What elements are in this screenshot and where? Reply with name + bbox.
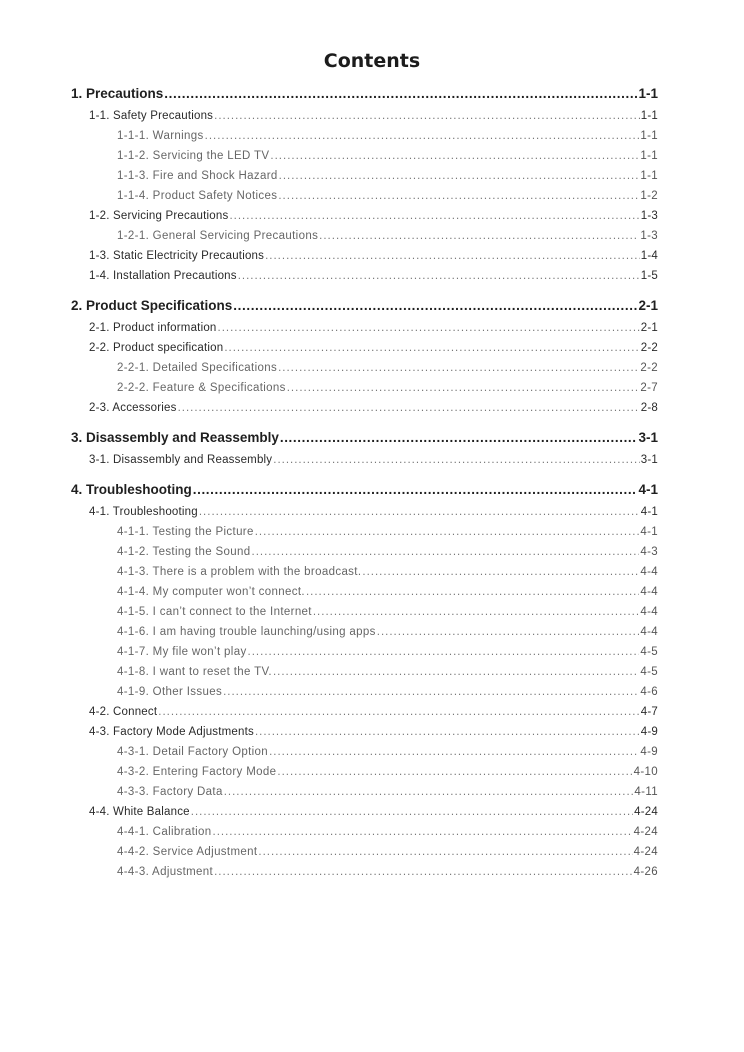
toc-entry-label: 4-1-8. I want to reset the TV. [117, 666, 272, 678]
toc-entry-label: 1-4. Installation Precautions [89, 270, 237, 282]
toc-entry-label: 1-1-2. Servicing the LED TV [117, 150, 270, 162]
toc-subsection-entry[interactable] [117, 586, 658, 606]
dot-leader [199, 506, 640, 518]
dot-leader [252, 546, 640, 558]
toc-entry-page-number: 4-9 [640, 746, 658, 758]
toc-entry-label: 2. Product Specifications [71, 298, 233, 313]
toc-entry-label: 4-2. Connect [89, 706, 158, 718]
toc-section-entry[interactable] [89, 402, 658, 422]
toc-entry-page-number: 4-24 [633, 846, 658, 858]
toc-entry-label: 2-2-2. Feature & Specifications [117, 382, 286, 394]
dot-leader [362, 566, 639, 578]
toc-entry-page-number: 4-1 [640, 526, 658, 538]
toc-entry-label: 4-3. Factory Mode Adjustments [89, 726, 254, 738]
toc-section-entry[interactable] [89, 110, 658, 130]
toc-entry-page-number: 4-4 [640, 566, 658, 578]
dot-leader [223, 686, 639, 698]
toc-subsection-entry[interactable] [117, 846, 658, 866]
dot-leader [270, 150, 639, 162]
toc-entry-page-number: 4-24 [634, 806, 658, 818]
toc-entry-page-number: 3-1 [640, 454, 658, 466]
toc-chapter-entry[interactable] [71, 430, 658, 450]
toc-entry-label: 4-4-2. Service Adjustment [117, 846, 258, 858]
dot-leader [238, 270, 640, 282]
toc-entry-page-number: 4-11 [634, 786, 658, 798]
toc-section-entry[interactable] [89, 322, 658, 342]
toc-section-entry[interactable] [89, 706, 658, 726]
toc-entry-page-number: 4-3 [640, 546, 658, 558]
dot-leader [287, 382, 640, 394]
toc-entry-label: 1-1-4. Product Safety Notices [117, 190, 278, 202]
toc-section-entry[interactable] [89, 454, 658, 474]
toc-section-entry[interactable] [89, 806, 658, 826]
dot-leader [214, 110, 640, 122]
dot-leader [255, 726, 640, 738]
toc-entry-label: 4-4. White Balance [89, 806, 190, 818]
toc-entry-label: 1-1. Safety Precautions [89, 110, 214, 122]
dot-leader [313, 606, 639, 618]
dot-leader [191, 806, 633, 818]
toc-entry-page-number: 4-4 [640, 606, 658, 618]
toc-entry-label: 4-1-1. Testing the Picture [117, 526, 254, 538]
toc-section-entry[interactable] [89, 342, 658, 362]
toc-subsection-entry[interactable] [117, 130, 658, 150]
toc-subsection-entry[interactable] [117, 230, 658, 250]
dot-leader [158, 706, 640, 718]
dot-leader [279, 170, 640, 182]
toc-section-entry[interactable] [89, 270, 658, 290]
dot-leader [269, 746, 639, 758]
toc-subsection-entry[interactable] [117, 786, 658, 806]
toc-entry-page-number: 4-4 [640, 626, 658, 638]
dot-leader [265, 250, 640, 262]
toc-entry-page-number: 3-1 [638, 430, 658, 445]
dot-leader [229, 210, 639, 222]
toc-subsection-entry[interactable] [117, 606, 658, 626]
toc-entry-page-number: 2-1 [640, 322, 658, 334]
toc-subsection-entry[interactable] [117, 190, 658, 210]
toc-entry-page-number: 4-10 [633, 766, 658, 778]
dot-leader [258, 846, 632, 858]
toc-subsection-entry[interactable] [117, 686, 658, 706]
toc-entry-page-number: 2-2 [640, 342, 658, 354]
toc-entry-page-number: 1-1 [640, 150, 658, 162]
dot-leader [178, 402, 640, 414]
toc-section-entry[interactable] [89, 250, 658, 270]
toc-chapter-entry[interactable] [71, 86, 658, 106]
dot-leader [280, 430, 638, 445]
toc-subsection-entry[interactable] [117, 566, 658, 586]
toc-entry-label: 4-1-9. Other Issues [117, 686, 223, 698]
toc-entry-page-number: 4-9 [640, 726, 658, 738]
dot-leader [273, 454, 640, 466]
toc-entry-page-number: 1-3 [640, 230, 658, 242]
toc-entry-label: 4-1. Troubleshooting [89, 506, 198, 518]
dot-leader [233, 298, 637, 313]
dot-leader [205, 130, 640, 142]
toc-entry-label: 3. Disassembly and Reassembly [71, 430, 279, 445]
toc-chapter-entry[interactable] [71, 482, 658, 502]
toc-entry-page-number: 1-1 [640, 170, 658, 182]
toc-entry-page-number: 1-2 [640, 190, 658, 202]
toc-entry-label: 2-3. Accessories [89, 402, 177, 414]
toc-entry-page-number: 1-3 [640, 210, 658, 222]
toc-entry-label: 4-1-7. My file won’t play [117, 646, 247, 658]
toc-entry-label: 4-1-3. There is a problem with the broadcast. [117, 566, 362, 578]
toc-entry-page-number: 4-7 [640, 706, 658, 718]
toc-entry-label: 1-1-1. Warnings [117, 130, 204, 142]
toc-subsection-entry[interactable] [117, 666, 658, 686]
dot-leader [214, 866, 632, 878]
dot-leader [278, 190, 639, 202]
toc-entry-page-number: 2-7 [640, 382, 658, 394]
toc-entry-label: 1-3. Static Electricity Precautions [89, 250, 265, 262]
toc-entry-label: 2-2. Product specification [89, 342, 224, 354]
toc-subsection-entry[interactable] [117, 766, 658, 786]
dot-leader [164, 86, 637, 101]
toc-entry-label: 4-3-3. Factory Data [117, 786, 223, 798]
toc-chapter-entry[interactable] [71, 298, 658, 318]
toc-section-entry[interactable] [89, 210, 658, 230]
toc-entry-label: 2-2-1. Detailed Specifications [117, 362, 278, 374]
toc-subsection-entry[interactable] [117, 526, 658, 546]
toc-subsection-entry[interactable] [117, 362, 658, 382]
dot-leader [224, 786, 634, 798]
toc-subsection-entry[interactable] [117, 170, 658, 190]
toc-entry-label: 3-1. Disassembly and Reassembly [89, 454, 273, 466]
toc-entry-page-number: 1-1 [638, 86, 658, 101]
toc-entry-page-number: 4-1 [638, 482, 658, 497]
toc-entry-page-number: 2-1 [638, 298, 658, 313]
toc-entry-label: 4-3-1. Detail Factory Option [117, 746, 269, 758]
toc-entry-page-number: 1-5 [640, 270, 658, 282]
toc-entry-label: 4-4-1. Calibration [117, 826, 212, 838]
toc-entry-label: 4-1-2. Testing the Sound [117, 546, 251, 558]
toc-section-entry[interactable] [89, 506, 658, 526]
toc-entry-page-number: 4-5 [640, 646, 658, 658]
toc-entry-page-number: 2-2 [640, 362, 658, 374]
toc-subsection-entry[interactable] [117, 382, 658, 402]
toc-entry-page-number: 1-1 [640, 130, 658, 142]
dot-leader [319, 230, 639, 242]
toc-subsection-entry[interactable] [117, 746, 658, 766]
toc-subsection-entry[interactable] [117, 150, 658, 170]
dot-leader [273, 666, 639, 678]
toc-entry-label: 4. Troubleshooting [71, 482, 192, 497]
toc-entry-page-number: 4-24 [633, 826, 658, 838]
dot-leader [277, 766, 632, 778]
toc-entry-label: 4-1-6. I am having trouble launching/using apps [117, 626, 376, 638]
dot-leader [306, 586, 639, 598]
toc-entry-page-number: 4-6 [640, 686, 658, 698]
toc-entry-page-number: 4-5 [640, 666, 658, 678]
toc-entry-page-number: 4-1 [640, 506, 658, 518]
toc-entry-label: 4-1-5. I can’t connect to the Internet [117, 606, 312, 618]
dot-leader [218, 322, 640, 334]
toc-subsection-entry[interactable] [117, 546, 658, 566]
toc-subsection-entry[interactable] [117, 866, 658, 886]
toc-entry-label: 1-1-3. Fire and Shock Hazard [117, 170, 278, 182]
toc-entry-label: 1. Precautions [71, 86, 164, 101]
toc-entry-label: 4-3-2. Entering Factory Mode [117, 766, 277, 778]
toc-entry-label: 2-1. Product information [89, 322, 217, 334]
toc-entry-label: 4-1-4. My computer won’t connect. [117, 586, 305, 598]
dot-leader [278, 362, 639, 374]
dot-leader [255, 526, 640, 538]
dot-leader [193, 482, 638, 497]
toc-entry-page-number: 1-1 [640, 110, 658, 122]
toc-subsection-entry[interactable] [117, 626, 658, 646]
toc-subsection-entry[interactable] [117, 826, 658, 846]
toc-entry-label: 4-4-3. Adjustment [117, 866, 214, 878]
toc-entry-page-number: 4-4 [640, 586, 658, 598]
dot-leader [224, 342, 639, 354]
dot-leader [377, 626, 640, 638]
dot-leader [213, 826, 633, 838]
toc-entry-page-number: 2-8 [640, 402, 658, 414]
toc-entry-page-number: 4-26 [633, 866, 658, 878]
toc-entry-label: 1-2-1. General Servicing Precautions [117, 230, 319, 242]
page-title: Contents [323, 50, 421, 72]
dot-leader [248, 646, 640, 658]
toc-entry-label: 1-2. Servicing Precautions [89, 210, 229, 222]
toc-section-entry[interactable] [89, 726, 658, 746]
toc-subsection-entry[interactable] [117, 646, 658, 666]
toc-entry-page-number: 1-4 [640, 250, 658, 262]
